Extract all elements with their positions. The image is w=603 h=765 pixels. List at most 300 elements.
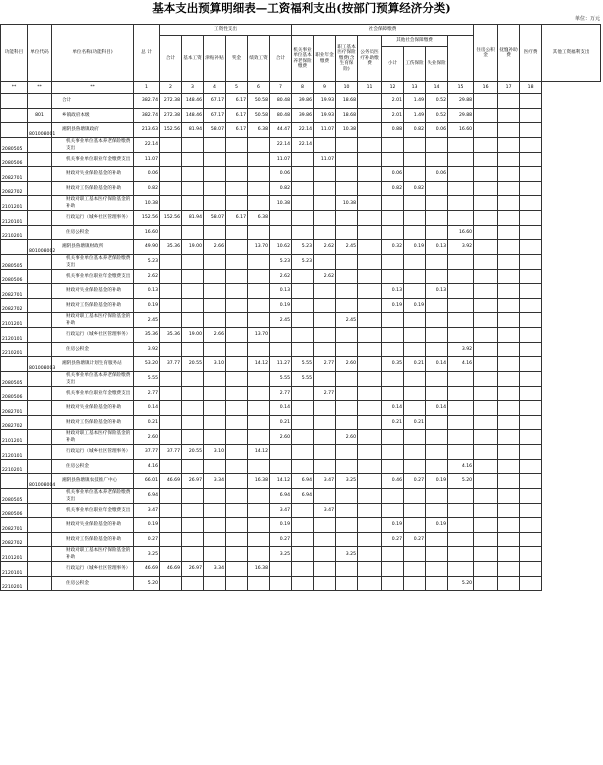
cell-value — [520, 532, 542, 547]
cell-value — [292, 342, 314, 357]
cell-value: 2.66 — [204, 240, 226, 255]
cell-value — [204, 269, 226, 284]
cell-value — [382, 225, 404, 240]
cell-value — [160, 152, 182, 167]
cell-value — [204, 225, 226, 240]
cell-value — [474, 269, 498, 284]
cell-value — [498, 196, 520, 211]
cell-value: 0.46 — [382, 474, 404, 489]
cell-value — [520, 576, 542, 591]
cell-value — [358, 240, 382, 255]
cell-func-code: 2082702 — [1, 298, 28, 313]
cell-value — [520, 342, 542, 357]
cell-func-code: 2082701 — [1, 401, 28, 416]
cell-value: 5.55 — [270, 371, 292, 386]
cell-value — [226, 532, 248, 547]
cell-value — [404, 386, 426, 401]
cell-value — [358, 371, 382, 386]
cell-value — [426, 386, 448, 401]
cell-value — [404, 211, 426, 226]
cell-value — [160, 269, 182, 284]
cell-value — [314, 562, 336, 577]
cell-value: 10.38 — [270, 196, 292, 211]
cell-value: 0.35 — [382, 357, 404, 372]
cell-value — [404, 225, 426, 240]
cell-value: 6.17 — [226, 94, 248, 109]
table-row — [1, 518, 601, 533]
header-col: 失业保险 — [426, 47, 448, 82]
cell-value — [448, 532, 474, 547]
cell-value: 0.06 — [382, 167, 404, 182]
header-medical: 医疗费 — [520, 25, 542, 82]
cell-func-code — [1, 123, 28, 138]
cell-value — [520, 225, 542, 240]
cell-value — [520, 386, 542, 401]
cell-unit-code — [28, 181, 52, 196]
cell-value: 81.94 — [182, 211, 204, 226]
cell-unit-code: 801008001 — [28, 123, 52, 138]
cell-value — [474, 474, 498, 489]
cell-value: 22.14 — [292, 137, 314, 152]
cell-unit-name: 财政对职工基本医疗保险基金的补助 — [52, 196, 134, 211]
cell-value — [474, 386, 498, 401]
cell-value — [426, 152, 448, 167]
cell-value: 14.12 — [270, 474, 292, 489]
cell-value — [160, 386, 182, 401]
cell-value: 50.58 — [248, 108, 270, 123]
cell-value: 4.16 — [134, 459, 160, 474]
cell-value — [426, 181, 448, 196]
cell-unit-name: 财政对工伤保险基金的补助 — [52, 181, 134, 196]
cell-value: 16.60 — [134, 225, 160, 240]
cell-value — [314, 445, 336, 460]
cell-func-code: 2101201 — [1, 196, 28, 211]
cell-value: 2.62 — [314, 240, 336, 255]
cell-value: 0.27 — [404, 532, 426, 547]
cell-value — [404, 342, 426, 357]
cell-unit-name: 财政对失业保险基金的补助 — [52, 167, 134, 182]
col-number: 10 — [336, 82, 358, 94]
header-col: 小计 — [382, 47, 404, 82]
cell-value: 0.19 — [426, 518, 448, 533]
cell-unit-code — [28, 225, 52, 240]
cell-value: 0.06 — [270, 167, 292, 182]
cell-value — [382, 196, 404, 211]
cell-value — [292, 328, 314, 343]
cell-value — [426, 371, 448, 386]
cell-value: 16.38 — [248, 474, 270, 489]
cell-value — [358, 254, 382, 269]
cell-value — [404, 196, 426, 211]
cell-value — [336, 254, 358, 269]
cell-value — [520, 503, 542, 518]
table-row — [1, 269, 601, 284]
cell-value — [226, 386, 248, 401]
cell-value — [358, 474, 382, 489]
cell-value: 44.47 — [270, 123, 292, 138]
cell-unit-code — [28, 459, 52, 474]
cell-value: 213.63 — [134, 123, 160, 138]
cell-value — [520, 284, 542, 299]
cell-value: 22.14 — [292, 123, 314, 138]
cell-value — [182, 284, 204, 299]
cell-value — [292, 225, 314, 240]
cell-value: 39.86 — [292, 108, 314, 123]
cell-func-code: 2120101 — [1, 562, 28, 577]
cell-value: 0.21 — [134, 415, 160, 430]
cell-value — [226, 547, 248, 562]
cell-value — [248, 488, 270, 503]
cell-value — [336, 401, 358, 416]
cell-value: 0.13 — [382, 284, 404, 299]
cell-unit-code — [28, 488, 52, 503]
cell-value — [292, 547, 314, 562]
cell-value — [358, 167, 382, 182]
cell-value — [292, 562, 314, 577]
cell-value — [204, 459, 226, 474]
table-row — [1, 532, 601, 547]
cell-value: 16.60 — [448, 225, 474, 240]
cell-value — [204, 430, 226, 445]
cell-value — [182, 488, 204, 503]
cell-value — [226, 196, 248, 211]
cell-value — [358, 211, 382, 226]
cell-value — [404, 152, 426, 167]
cell-func-code: 2080505 — [1, 488, 28, 503]
cell-value — [498, 459, 520, 474]
cell-value — [160, 430, 182, 445]
header-col: 机关事业单位基本养老保险缴费 — [292, 36, 314, 82]
cell-value: 3.25 — [336, 547, 358, 562]
cell-value — [226, 430, 248, 445]
table-row — [1, 123, 601, 138]
cell-value: 2.01 — [382, 108, 404, 123]
cell-value — [160, 284, 182, 299]
cell-value: 53.20 — [134, 357, 160, 372]
table-row — [1, 357, 601, 372]
cell-value — [314, 488, 336, 503]
cell-value: 14.12 — [248, 357, 270, 372]
cell-value — [182, 196, 204, 211]
cell-value: 0.06 — [426, 123, 448, 138]
cell-value — [336, 415, 358, 430]
cell-value: 0.21 — [404, 415, 426, 430]
cell-value — [426, 328, 448, 343]
cell-unit-code: 801 — [28, 108, 52, 123]
cell-value: 6.38 — [248, 123, 270, 138]
table-row — [1, 401, 601, 416]
cell-unit-code — [28, 445, 52, 460]
cell-value — [314, 313, 336, 328]
cell-unit-name: 行政运行（城乡社区管理事务） — [52, 445, 134, 460]
col-number: 6 — [248, 82, 270, 94]
table-row — [1, 371, 601, 386]
cell-value — [520, 445, 542, 460]
cell-value: 19.93 — [314, 108, 336, 123]
col-number: 2 — [160, 82, 182, 94]
cell-value — [160, 518, 182, 533]
cell-value: 2.62 — [270, 269, 292, 284]
cell-value — [160, 342, 182, 357]
cell-value: 6.38 — [248, 211, 270, 226]
cell-value: 2.77 — [314, 386, 336, 401]
cell-value — [248, 196, 270, 211]
table-row — [1, 313, 601, 328]
cell-value: 80.48 — [270, 108, 292, 123]
cell-value — [498, 488, 520, 503]
cell-value — [270, 576, 292, 591]
cell-value — [474, 313, 498, 328]
cell-value — [404, 328, 426, 343]
cell-value — [336, 269, 358, 284]
cell-func-code: 2082702 — [1, 181, 28, 196]
cell-value — [426, 225, 448, 240]
cell-value — [498, 269, 520, 284]
cell-value — [474, 137, 498, 152]
cell-value: 37.77 — [160, 445, 182, 460]
cell-value — [182, 503, 204, 518]
cell-value — [160, 488, 182, 503]
cell-value — [226, 357, 248, 372]
cell-value: 152.56 — [134, 211, 160, 226]
cell-value — [314, 430, 336, 445]
cell-value — [448, 547, 474, 562]
cell-value: 0.19 — [404, 298, 426, 313]
cell-value: 3.47 — [270, 503, 292, 518]
cell-value — [226, 284, 248, 299]
cell-value — [474, 254, 498, 269]
cell-value — [336, 576, 358, 591]
cell-value — [448, 269, 474, 284]
cell-func-code — [1, 240, 28, 255]
cell-value — [382, 547, 404, 562]
cell-value: 2.62 — [134, 269, 160, 284]
cell-value — [520, 167, 542, 182]
cell-unit-name: 机关事业单位基本养老保险缴费支出 — [52, 254, 134, 269]
cell-unit-code — [28, 94, 52, 109]
table-row — [1, 152, 601, 167]
cell-value — [226, 225, 248, 240]
cell-func-code — [1, 474, 28, 489]
cell-value — [182, 313, 204, 328]
cell-value — [426, 547, 448, 562]
cell-value — [336, 488, 358, 503]
cell-value — [358, 328, 382, 343]
cell-value — [404, 503, 426, 518]
cell-value — [292, 181, 314, 196]
cell-func-code: 2080505 — [1, 254, 28, 269]
cell-value: 13.70 — [248, 328, 270, 343]
cell-func-code: 2080506 — [1, 152, 28, 167]
header-col: 绩效工资 — [248, 36, 270, 82]
cell-value — [182, 430, 204, 445]
cell-value — [248, 152, 270, 167]
cell-func-code: 2210201 — [1, 459, 28, 474]
page-title: 基本支出预算明细表—工资福利支出(按部门预算经济分类) — [152, 1, 451, 15]
cell-unit-code — [28, 284, 52, 299]
cell-value — [226, 401, 248, 416]
cell-value — [160, 503, 182, 518]
cell-value — [292, 459, 314, 474]
cell-value — [226, 518, 248, 533]
cell-value — [226, 328, 248, 343]
cell-value — [336, 181, 358, 196]
cell-value — [448, 196, 474, 211]
cell-value — [204, 137, 226, 152]
cell-value — [248, 386, 270, 401]
table-row — [1, 108, 601, 123]
cell-value — [520, 474, 542, 489]
cell-value — [160, 313, 182, 328]
cell-value: 2.60 — [134, 430, 160, 445]
cell-value — [498, 474, 520, 489]
cell-value — [248, 503, 270, 518]
cell-value: 3.34 — [204, 474, 226, 489]
cell-value: 4.16 — [448, 459, 474, 474]
cell-value — [520, 357, 542, 372]
cell-value — [204, 342, 226, 357]
cell-value — [182, 547, 204, 562]
table-row — [1, 328, 601, 343]
cell-value — [160, 196, 182, 211]
cell-value — [404, 576, 426, 591]
cell-value — [160, 181, 182, 196]
cell-value: 20.55 — [182, 357, 204, 372]
cell-value: 13.70 — [248, 240, 270, 255]
cell-value — [404, 371, 426, 386]
cell-value — [160, 547, 182, 562]
cell-unit-name: 机关事业单位基本养老保险缴费支出 — [52, 488, 134, 503]
col-number: 15 — [448, 82, 474, 94]
cell-value: 66.01 — [134, 474, 160, 489]
cell-value — [248, 430, 270, 445]
cell-value: 18.68 — [336, 108, 358, 123]
cell-value — [382, 445, 404, 460]
cell-func-code — [1, 357, 28, 372]
cell-value: 19.00 — [182, 240, 204, 255]
cell-value: 0.06 — [426, 167, 448, 182]
cell-value — [474, 371, 498, 386]
cell-value — [292, 518, 314, 533]
header-unit-name: 单位名称(功能科目) — [52, 25, 134, 82]
cell-value — [292, 532, 314, 547]
cell-value — [204, 415, 226, 430]
cell-value — [382, 313, 404, 328]
cell-value — [160, 401, 182, 416]
cell-value — [358, 532, 382, 547]
header-other-welfare: 其他工资福利支出 — [542, 25, 601, 82]
cell-value — [160, 225, 182, 240]
header-wage-group: 工资性支出 — [160, 25, 292, 36]
cell-value — [498, 240, 520, 255]
cell-unit-name: 湘阴县鲁塘镇农技推广中心 — [52, 474, 134, 489]
star-cell: ** — [28, 82, 52, 94]
cell-value — [182, 371, 204, 386]
cell-value — [336, 445, 358, 460]
cell-value — [160, 532, 182, 547]
cell-value — [182, 225, 204, 240]
header-col: 职工基本医疗保险缴费(含生育保险) — [336, 36, 358, 82]
cell-value — [382, 137, 404, 152]
cell-value — [520, 240, 542, 255]
cell-value — [382, 503, 404, 518]
cell-value — [358, 269, 382, 284]
cell-value — [204, 386, 226, 401]
cell-value: 3.25 — [270, 547, 292, 562]
table-row — [1, 547, 601, 562]
cell-value: 0.32 — [382, 240, 404, 255]
cell-unit-code — [28, 298, 52, 313]
cell-value — [248, 415, 270, 430]
cell-value — [292, 196, 314, 211]
cell-value — [448, 445, 474, 460]
cell-value: 67.17 — [204, 94, 226, 109]
cell-value — [474, 152, 498, 167]
cell-value: 152.56 — [160, 123, 182, 138]
cell-value — [520, 123, 542, 138]
cell-value — [204, 401, 226, 416]
cell-value: 46.69 — [160, 474, 182, 489]
cell-value — [314, 298, 336, 313]
cell-value — [336, 211, 358, 226]
cell-value — [426, 211, 448, 226]
cell-unit-name: 财政对工伤保险基金的补助 — [52, 415, 134, 430]
cell-value — [498, 313, 520, 328]
cell-value — [448, 254, 474, 269]
cell-value — [248, 181, 270, 196]
star-cell: ** — [52, 82, 134, 94]
cell-value — [160, 576, 182, 591]
cell-value: 0.19 — [382, 518, 404, 533]
cell-unit-code — [28, 269, 52, 284]
cell-value — [182, 137, 204, 152]
header-col: 工伤保险 — [404, 47, 426, 82]
cell-unit-code — [28, 503, 52, 518]
cell-value — [336, 342, 358, 357]
cell-unit-name: 财政对职工基本医疗保险基金的补助 — [52, 430, 134, 445]
unit-label: 单位：万元 — [574, 16, 600, 22]
cell-value — [204, 503, 226, 518]
cell-value: 3.25 — [336, 474, 358, 489]
cell-value — [448, 313, 474, 328]
cell-value: 2.01 — [382, 94, 404, 109]
cell-value — [474, 225, 498, 240]
cell-value — [226, 474, 248, 489]
cell-value — [404, 269, 426, 284]
cell-value: 5.20 — [448, 576, 474, 591]
cell-value: 152.56 — [160, 211, 182, 226]
table-row — [1, 298, 601, 313]
cell-value: 2.60 — [270, 430, 292, 445]
cell-value: 10.38 — [336, 196, 358, 211]
cell-value — [204, 547, 226, 562]
cell-value — [226, 371, 248, 386]
cell-unit-name: 住房公积金 — [52, 459, 134, 474]
cell-value: 29.88 — [448, 94, 474, 109]
col-number: 1 — [134, 82, 160, 94]
cell-unit-code — [28, 137, 52, 152]
cell-unit-name: 机关事业单位职业年金缴费支出 — [52, 503, 134, 518]
table-row — [1, 181, 601, 196]
cell-value: 2.66 — [204, 328, 226, 343]
cell-value — [182, 254, 204, 269]
cell-value — [520, 196, 542, 211]
cell-value: 148.46 — [182, 108, 204, 123]
cell-value: 0.19 — [134, 518, 160, 533]
cell-value — [474, 488, 498, 503]
cell-unit-name: 湘阴县鲁塘镇政府 — [52, 123, 134, 138]
cell-value — [474, 547, 498, 562]
